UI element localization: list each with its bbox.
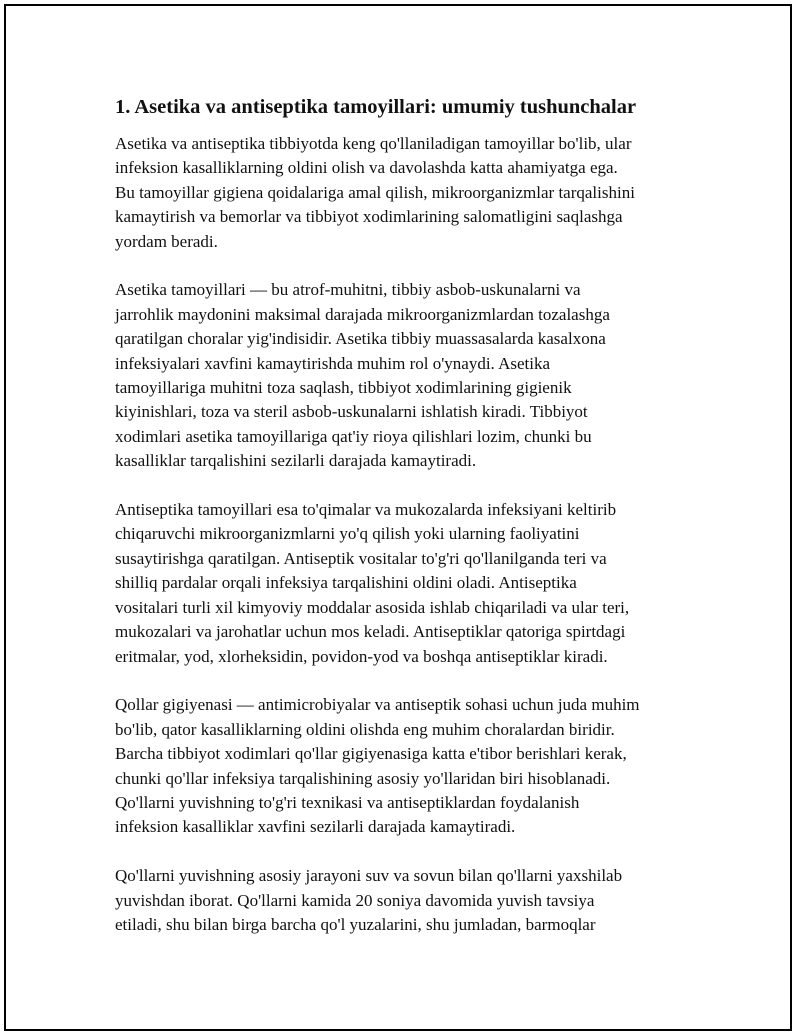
text-line: Qollar gigiyenasi — antimicrobiyalar va antiseptik sohasi uchun juda muhim xyxy=(115,695,640,715)
text-line: shilliq pardalar orqali infeksiya tarqalishini oldini oladi. Antiseptika xyxy=(115,573,577,593)
text-line: chiqaruvchi mikroorganizmlarni yo'q qilish yoki ularning faoliyatini xyxy=(115,524,580,544)
text-line: mukozalari va jarohatlar uchun mos keladi. Antiseptiklar qatoriga spirtdagi xyxy=(115,622,626,642)
text-line: Qo'llarni yuvishning to'g'ri texnikasi va antiseptiklardan foydalanish xyxy=(115,792,580,812)
text-line: infeksiyalari xavfini kamaytirishda muhim rol o'ynaydi. Asetika xyxy=(115,353,551,373)
text-line: Asetika va antiseptika tibbiyotda keng qo'llaniladigan tamoyillar bo'lib, ular xyxy=(115,134,632,153)
section-title: 1. Asetika va antiseptika tamoyillari: umumiy tushunchalar xyxy=(115,96,637,118)
text-line: chunki qo'llar infeksiya tarqalishining asosiy yo'llaridan biri hisoblanadi. xyxy=(115,768,611,788)
text-line: jarrohlik maydonini maksimal darajada mikroorganizmlardan tozalashga xyxy=(115,304,610,324)
text-line: yordam beradi. xyxy=(115,231,218,251)
paragraph-1 xyxy=(115,132,695,254)
text-line: infeksion kasalliklar xavfini sezilarli darajada kamaytiradi. xyxy=(115,817,516,837)
text-line: Qo'llarni yuvishning asosiy jarayoni suv va sovun bilan qo'llarni yaxshilab xyxy=(115,866,623,886)
text-line: eritmalar, yod, xlorheksidin, povidon-yod va boshqa antiseptiklar kiradi. xyxy=(115,646,608,666)
document-body xyxy=(115,94,695,962)
text-line: vositalari turli xil kimyoviy moddalar asosida ishlab chiqariladi va ular teri, xyxy=(115,597,630,617)
text-line: tamoyillariga muhitni toza saqlash, tibbiyot xodimlarining gigienik xyxy=(115,378,572,398)
text-line: etiladi, shu bilan birga barcha qo'l yuzalarini, shu jumladan, barmoqlar xyxy=(115,914,596,934)
text-line: qaratilgan choralar yig'indisidir. Asetika tibbiy muassasalarda kasalxona xyxy=(115,329,606,349)
text-line: kiyinishlari, toza va steril asbob-uskunalarni ishlatish kiradi. Tibbiyot xyxy=(115,402,588,422)
text-line: kasalliklar tarqalishini sezilarli darajada kamaytiradi. xyxy=(115,451,477,471)
text-line: xodimlari asetika tamoyillariga qat'iy rioya qilishlari lozim, chunki bu xyxy=(115,426,592,446)
text-line: Asetika tamoyillari — bu atrof-muhitni, tibbiy asbob-uskunalarni va xyxy=(115,280,581,300)
text-line: Antiseptika tamoyillari esa to'qimalar va mukozalarda infeksiyani keltirib xyxy=(115,500,617,520)
text-line: bo'lib, qator kasalliklarning oldini olishda eng muhim choralardan biridir. xyxy=(115,719,615,739)
text-line: kamaytirish va bemorlar va tibbiyot xodimlarining salomatligini saqlashga xyxy=(115,207,623,227)
paragraph-5 xyxy=(115,864,695,937)
paragraph-4 xyxy=(115,693,695,839)
text-line: Bu tamoyillar gigiena qoidalariga amal qilish, mikroorganizmlar tarqalishini xyxy=(115,182,635,202)
paragraph-3 xyxy=(115,498,695,669)
text-line: infeksion kasalliklarning oldini olish va davolashda katta ahamiyatga ega. xyxy=(115,158,618,178)
text-line: Barcha tibbiyot xodimlari qo'llar gigiyenasiga katta e'tibor berishlari kerak, xyxy=(115,744,627,764)
text-line: yuvishdan iborat. Qo'llarni kamida 20 soniya davomida yuvish tavsiya xyxy=(115,890,595,910)
paragraph-2 xyxy=(115,278,695,473)
text-line: susaytirishga qaratilgan. Antiseptik vositalar to'g'ri qo'llanilganda teri va xyxy=(115,548,607,568)
